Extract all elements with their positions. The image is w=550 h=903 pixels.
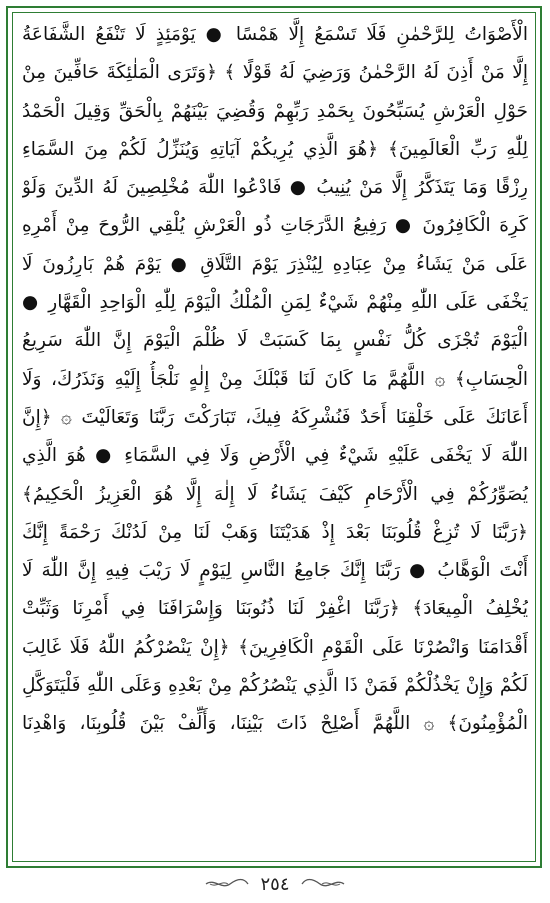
text-line: أَنْتَ الْوَهَّابُ ● رَبَّنَا إِنَّكَ جَامِعُ النَّاسِ لِيَوْمٍ لَا رَيْبَ فِيهِ إِنَّ اللّٰهَ لَا	[22, 560, 528, 582]
text-line: إِلَّا مَنْ أَذِنَ لَهُ الرَّحْمٰنُ وَرَضِيَ لَهُ قَوْلًا ﴾ ﴿وَتَرَى الْمَلٰئِكَةَ حَافِّينَ مِنْ	[22, 62, 528, 84]
text-line: رِزْقًا وَمَا يَتَذَكَّرُ إِلَّا مَنْ يُنِيبُ ● فَادْعُوا اللّٰهَ مُخْلِصِينَ لَهُ الدِّينَ وَلَوْ	[22, 177, 528, 199]
text-line: لَكُمْ وَإِنْ يَخْذُلْكُمْ فَمَنْ ذَا الَّذِي يَنْصُرُكُمْ مِنْ بَعْدِهِ وَعَلَى اللّٰهِ فَلْيَتَوَكَّلِ	[22, 675, 528, 697]
ornament-right-icon	[300, 877, 346, 891]
ornament-left-icon	[204, 877, 250, 891]
text-line: الْأَصْوَاتُ لِلرَّحْمٰنِ فَلَا تَسْمَعُ إِلَّا هَمْسًا ● يَوْمَئِذٍ لَا تَنْفَعُ الشَّفَاعَةُ	[22, 24, 528, 45]
text-line: الْيَوْمَ تُجْزَى كُلُّ نَفْسٍ بِمَا كَسَبَتْ لَا ظُلْمَ الْيَوْمَ إِنَّ اللّٰهَ سَرِيعُ	[22, 330, 528, 352]
text-line: ﴿رَبَّنَا لَا تُزِغْ قُلُوبَنَا بَعْدَ إِذْ هَدَيْتَنَا وَهَبْ لَنَا مِنْ لَدُنْكَ رَحْمَةً إِنَّكَ	[22, 521, 528, 543]
text-line: حَوْلِ الْعَرْشِ يُسَبِّحُونَ بِحَمْدِ رَبِّهِمْ وَقُضِيَ بَيْنَهُمْ بِالْحَقِّ وَقِيلَ الْحَمْدُ	[22, 100, 528, 122]
text-line: لِلّٰهِ رَبِّ الْعَالَمِينَ﴾ ﴿هُوَ الَّذِي يُرِيكُمْ آيَاتِهِ وَيُنَزِّلُ لَكُمْ مِنَ السَّمَاءِ	[22, 138, 528, 160]
text-line: يُصَوِّرُكُمْ فِي الْأَرْحَامِ كَيْفَ يَشَاءُ لَا إِلٰهَ إِلَّا هُوَ الْعَزِيزُ الْحَكِيمُ﴾	[22, 483, 528, 505]
page-number: ٢٥٤	[260, 873, 290, 895]
text-line: أَقْدَامَنَا وَانْصُرْنَا عَلَى الْقَوْمِ الْكَافِرِينَ﴾ ﴿إِنْ يَنْصُرْكُمُ اللّٰهُ فَلَا غَالِبَ	[22, 636, 528, 658]
text-line: يُخْلِفُ الْمِيعَادَ﴾ ﴿رَبَّنَا اغْفِرْ لَنَا ذُنُوبَنَا وَإِسْرَافَنَا فِي أَمْرِنَا وَثَبِّتْ	[22, 598, 528, 620]
text-line: الْحِسَابِ﴾ ۞ اللَّهُمَّ مَا كَانَ لَنَا قَبْلَكَ مِنْ إِلٰهٍ نَلْجَأُ إِلَيْهِ وَنَذَرُكَ، وَلَا	[22, 368, 528, 390]
text-line: أَعَانَكَ عَلَى خَلْقِنَا أَحَدٌ فَنُشْرِكَهُ فِيكَ، تَبَارَكْتَ رَبَّنَا وَتَعَالَيْتَ ۞ ﴿إِنَّ	[22, 406, 528, 428]
text-line: كَرِهَ الْكَافِرُونَ ● رَفِيعُ الدَّرَجَاتِ ذُو الْعَرْشِ يُلْقِي الرُّوحَ مِنْ أَمْرِهِ	[22, 215, 528, 237]
text-line: الْمُؤْمِنُونَ﴾ ۞ اللَّهُمَّ أَصْلِحْ ذَاتَ بَيْنِنَا، وَأَلِّفْ بَيْنَ قُلُوبِنَا، وَاهْدِنَا	[22, 713, 528, 735]
text-line: عَلَى مَنْ يَشَاءُ مِنْ عِبَادِهِ لِيُنْذِرَ يَوْمَ التَّلَاقِ ● يَوْمَ هُمْ بَارِزُونَ لَا	[22, 253, 528, 275]
page-text	[22, 16, 528, 858]
text-line: يَخْفَى عَلَى اللّٰهِ مِنْهُمْ شَيْءٌ لِمَنِ الْمُلْكُ الْيَوْمَ لِلّٰهِ الْوَاحِدِ الْقَهَّارِ ●	[22, 292, 528, 314]
text-line: اللّٰهَ لَا يَخْفَى عَلَيْهِ شَيْءٌ فِي الْأَرْضِ وَلَا فِي السَّمَاءِ ● هُوَ الَّذِي	[22, 445, 528, 467]
page-footer	[0, 872, 550, 896]
